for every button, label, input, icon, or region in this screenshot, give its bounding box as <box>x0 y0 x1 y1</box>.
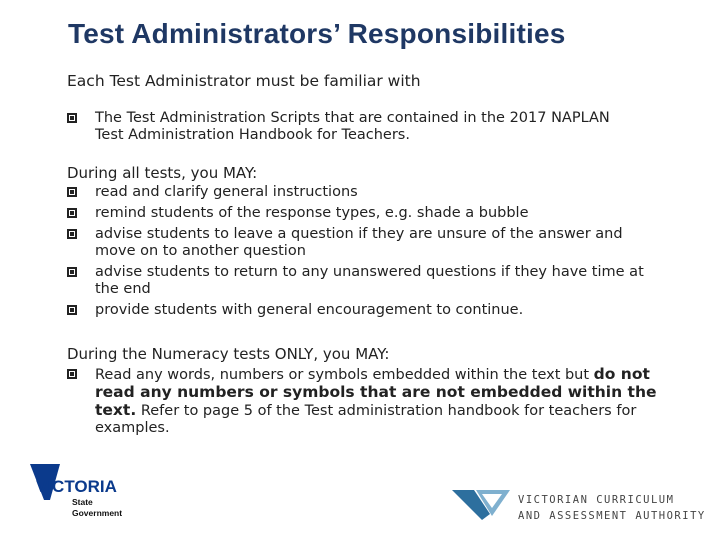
familiar-list <box>67 110 627 144</box>
victoria-state-text: State Government <box>72 497 123 518</box>
checkbox-bullet-icon <box>67 208 77 218</box>
numeracy-heading: During the Numeracy tests ONLY, you MAY: <box>67 345 390 363</box>
list-item: The Test Administration Scripts that are contained in the 2017 NAPLAN Test Administration Handbook for Teachers. <box>67 110 627 144</box>
checkbox-bullet-icon <box>67 267 77 277</box>
list-item: provide students with general encouragement to continue. <box>67 302 657 319</box>
checkbox-bullet-icon <box>67 369 77 379</box>
checkbox-bullet-icon <box>67 113 77 123</box>
numeracy-list <box>67 366 657 437</box>
vcaa-wordmark: VICTORIAN CURRICULUM AND ASSESSMENT AUTHORITY <box>518 494 706 522</box>
page-title: Test Administrators’ Responsibilities <box>68 18 566 49</box>
list-item: Read any words, numbers or symbols embedded within the text but do not read any numbers or symbols that are not embedded within the text. Refer to page 5 of the Test administration handbook for teachers for examples. <box>67 366 657 437</box>
checkbox-bullet-icon <box>67 305 77 315</box>
vcaa-logo <box>452 486 512 522</box>
all-tests-heading: During all tests, you MAY: <box>67 164 258 182</box>
all-tests-list <box>67 184 657 319</box>
checkbox-bullet-icon <box>67 187 77 197</box>
victoria-wordmark: VICTORIA <box>36 477 117 496</box>
list-item: read and clarify general instructions <box>67 184 657 201</box>
list-item: advise students to return to any unanswered questions if they have time at the end <box>67 264 657 298</box>
checkbox-bullet-icon <box>67 229 77 239</box>
intro-text: Each Test Administrator must be familiar with <box>67 72 421 90</box>
list-item: advise students to leave a question if they are unsure of the answer and move on to another question <box>67 226 657 260</box>
emphasis-text: do not read any numbers or symbols that are not embedded within the text. <box>95 365 657 419</box>
list-item: remind students of the response types, e.g. shade a bubble <box>67 205 657 222</box>
